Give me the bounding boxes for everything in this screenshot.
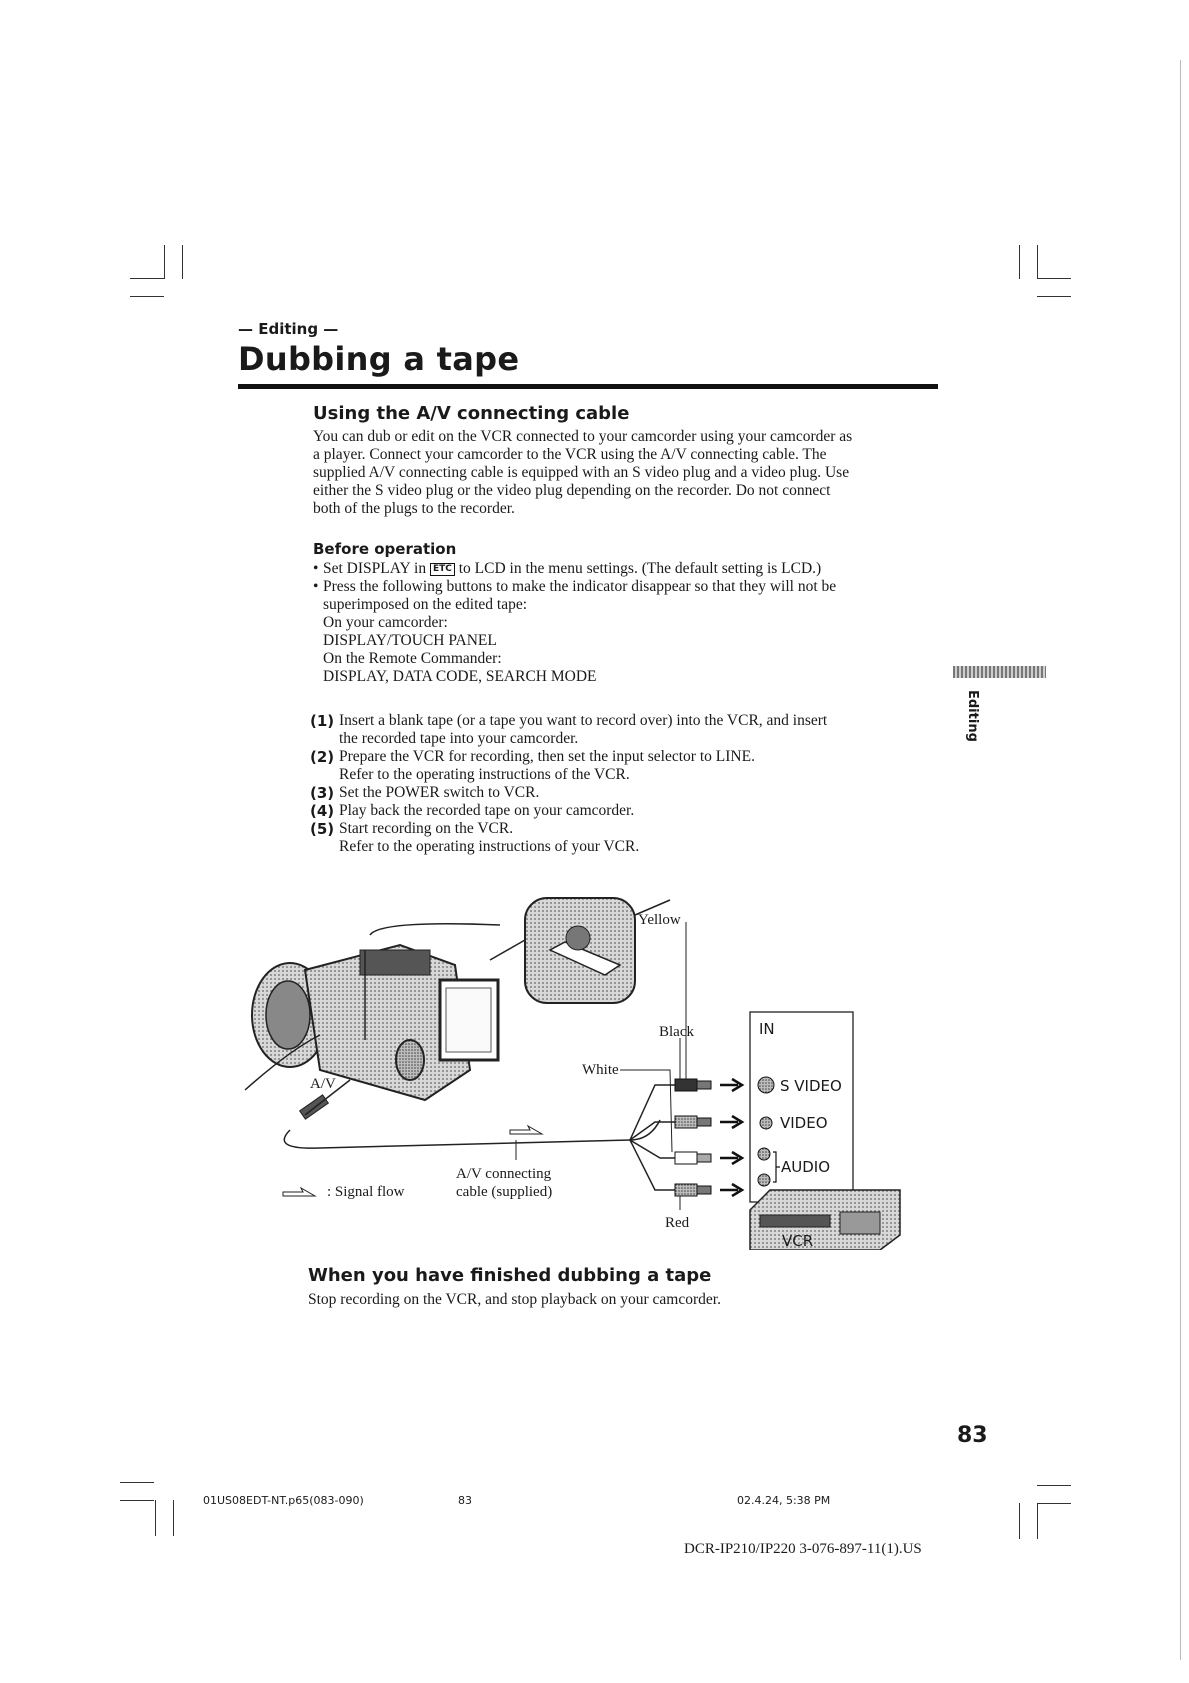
- before-bullet-buttons: [313, 578, 938, 614]
- label-s-video: S VIDEO: [780, 1077, 842, 1095]
- step-line: Play back the recorded tape on your camcorder.: [339, 802, 635, 819]
- sub-line: On the Remote Commander:: [323, 650, 502, 667]
- crop-mark: [1037, 245, 1038, 279]
- finish-heading: When you have finished dubbing a tape: [308, 1265, 712, 1286]
- label-signal-flow: : Signal flow: [327, 1184, 405, 1200]
- step-item: [310, 748, 940, 784]
- side-tab-label: Editing: [965, 690, 980, 742]
- step-line: the recorded tape into your camcorder.: [339, 730, 579, 747]
- signal-flow-legend-arrow: [283, 1188, 315, 1196]
- crop-mark: [1037, 1503, 1071, 1504]
- step-line: Set the POWER switch to VCR.: [339, 784, 540, 801]
- s-video-plug: [675, 1079, 711, 1091]
- crop-mark: [120, 1500, 154, 1501]
- video-jack-icon: [760, 1117, 772, 1129]
- intro-line: a player. Connect your camcorder to the VCR using the A/V connecting cable. The: [313, 446, 827, 463]
- connection-arrows: [720, 1079, 742, 1196]
- crop-mark: [164, 245, 165, 279]
- finish-paragraph: Stop recording on the VCR, and stop playback on your camcorder.: [308, 1291, 721, 1308]
- crop-mark: [130, 278, 164, 279]
- crop-mark: [1019, 1503, 1020, 1539]
- page-number: 83: [957, 1423, 988, 1448]
- crop-mark: [155, 1500, 156, 1536]
- section-label: — Editing —: [238, 320, 339, 338]
- crop-mark: [1019, 245, 1020, 279]
- label-yellow: Yellow: [638, 912, 681, 928]
- intro-line: either the S video plug or the video plug depending on the recorder. Do not connect: [313, 482, 831, 499]
- sub-line: DISPLAY/TOUCH PANEL: [323, 632, 497, 649]
- crop-mark: [1037, 1485, 1071, 1486]
- cable-branch-audio-red: [630, 1140, 680, 1190]
- label-black: Black: [659, 1024, 694, 1040]
- before-operation-list: [313, 560, 938, 686]
- audio-jack-left-icon: [758, 1148, 770, 1160]
- step-number: (5): [310, 820, 335, 838]
- intro-line: You can dub or edit on the VCR connected to your camcorder using your camcorder as: [313, 428, 853, 445]
- footer-page: 83: [458, 1494, 472, 1507]
- model-code: DCR-IP210/IP220 3-076-897-11(1).US: [684, 1541, 922, 1557]
- before-bullet-display: [313, 560, 938, 578]
- bullet-text: to LCD in the menu settings. (The default setting is LCD.): [454, 560, 822, 577]
- intro-paragraph: [313, 428, 938, 518]
- crop-mark: [173, 1500, 174, 1536]
- label-av: A/V: [310, 1076, 336, 1092]
- video-plug: [675, 1116, 711, 1128]
- label-vcr: VCR: [782, 1232, 814, 1250]
- av-plug: [300, 1095, 329, 1119]
- steps-list: [310, 712, 940, 856]
- label-white: White: [582, 1062, 619, 1078]
- crop-mark: [120, 1482, 154, 1483]
- step-item: [310, 712, 940, 748]
- title-rule: [238, 384, 938, 389]
- bullet-line: superimposed on the edited tape:: [323, 596, 528, 613]
- av-cable: [284, 1120, 660, 1148]
- step-line: Refer to the operating instructions of the VCR.: [339, 766, 630, 783]
- etc-menu-icon: ETC: [430, 563, 455, 576]
- step-number: (3): [310, 784, 335, 802]
- label-in: IN: [759, 1020, 775, 1038]
- before-operation-heading: Before operation: [313, 540, 457, 558]
- vcr-illustration: [750, 1190, 900, 1250]
- step-number: (1): [310, 712, 335, 730]
- step-line: Refer to the operating instructions of your VCR.: [339, 838, 640, 855]
- camcorder-illustration: [245, 924, 500, 1100]
- intro-heading: Using the A/V connecting cable: [313, 403, 630, 424]
- label-red: Red: [665, 1215, 690, 1231]
- label-video: VIDEO: [780, 1114, 828, 1132]
- crop-mark: [1037, 296, 1071, 297]
- step-number: (4): [310, 802, 335, 820]
- audio-jack-right-icon: [758, 1174, 770, 1186]
- step-line: Start recording on the VCR.: [339, 820, 514, 837]
- step-line: Prepare the VCR for recording, then set the input selector to LINE.: [339, 748, 755, 765]
- label-cable-line2: cable (supplied): [456, 1184, 553, 1200]
- step-item: [310, 802, 940, 820]
- crop-mark: [1037, 1503, 1038, 1539]
- step-number: (2): [310, 748, 335, 766]
- bullet-text: Set DISPLAY in: [323, 560, 430, 577]
- intro-line: both of the plugs to the recorder.: [313, 500, 515, 517]
- crop-mark: [130, 296, 164, 297]
- audio-plug-red: [675, 1184, 711, 1196]
- side-tab-marker: [953, 666, 1046, 678]
- s-video-jack-icon: [758, 1077, 774, 1093]
- footer-filename: 01US08EDT-NT.p65(083-090): [203, 1494, 364, 1507]
- crop-mark: [182, 245, 183, 279]
- page-title: Dubbing a tape: [238, 340, 520, 378]
- label-audio: AUDIO: [781, 1158, 831, 1176]
- footer-date: 02.4.24, 5:38 PM: [737, 1494, 831, 1507]
- page-edge: [1180, 60, 1181, 1660]
- sub-line: On your camcorder:: [323, 614, 448, 631]
- audio-plug-white: [675, 1152, 711, 1164]
- sub-line: DISPLAY, DATA CODE, SEARCH MODE: [323, 668, 597, 685]
- bullet-line: • Press the following buttons to make the indicator disappear so that they will not be: [323, 578, 837, 595]
- label-cable-line1: A/V connecting: [456, 1166, 552, 1182]
- step-item: [310, 820, 940, 856]
- cable-branch-s-video: [630, 1085, 680, 1140]
- crop-mark: [1037, 278, 1071, 279]
- connection-diagram: [210, 890, 910, 1250]
- intro-line: supplied A/V connecting cable is equipped with an S video plug and a video plug. Use: [313, 464, 850, 481]
- signal-flow-arrow: [510, 1126, 542, 1134]
- step-line: Insert a blank tape (or a tape you want to record over) into the VCR, and insert: [339, 712, 828, 729]
- step-item: [310, 784, 940, 802]
